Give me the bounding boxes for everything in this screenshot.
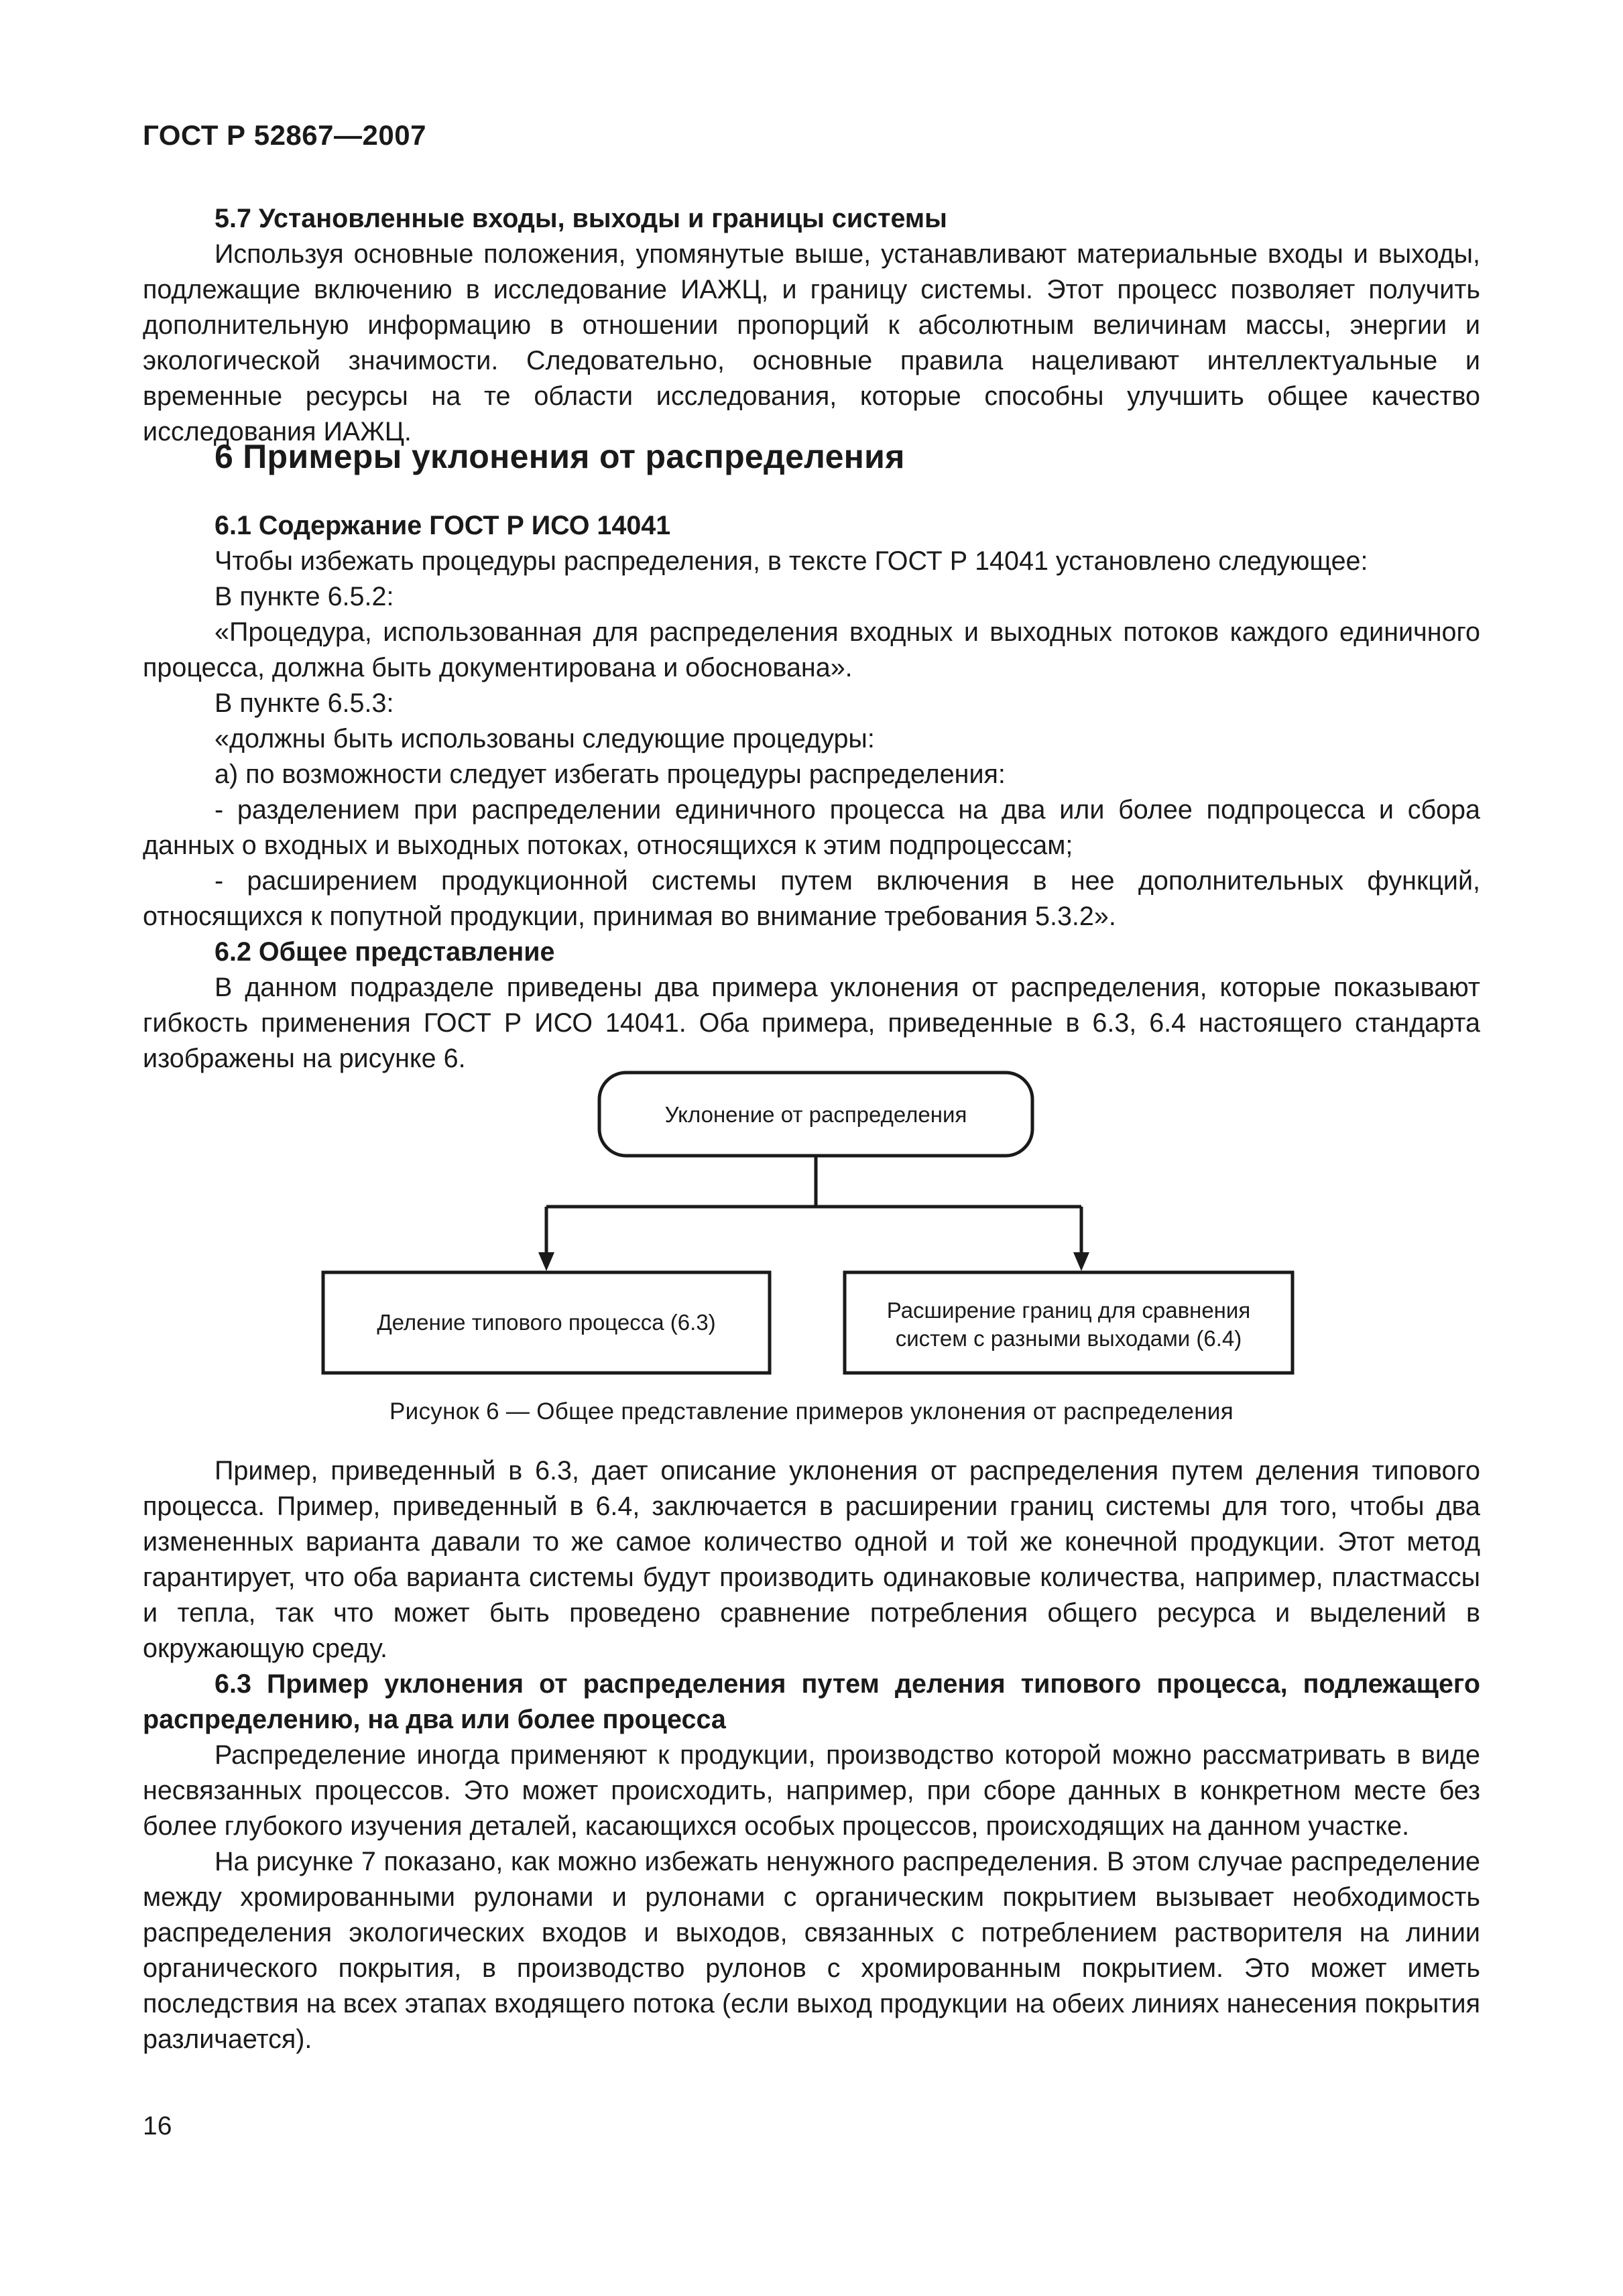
section-6-2-paragraph: В данном подразделе приведены два примера уклонения от распределения, которые показывают гибкость применения ГОСТ Р ИСО 14041. Оба примера, приведенные в 6.3, 6.4 настоящего стандарта изображены на рисунке 6. <box>143 973 1480 1073</box>
arrow-right <box>1073 1252 1089 1271</box>
section-6-1-line: «Процедура, использованная для распределения входных и выходных потоков каждого единичного процесса, должна быть документирована и обоснована». <box>143 617 1480 682</box>
right-box-label-line1: Расширение границ для сравнения <box>886 1298 1251 1323</box>
left-box-label: Деление типового процесса (6.3) <box>377 1310 716 1335</box>
figure-6-caption: Рисунок 6 — Общее представление примеров уклонения от распределения <box>389 1398 1234 1425</box>
section-6-1-line: Чтобы избежать процедуры распределения, в тексте ГОСТ Р 14041 установлено следующее: <box>215 546 1368 576</box>
section-6-1-line: В пункте 6.5.3: <box>215 688 394 718</box>
right-box <box>845 1272 1293 1373</box>
right-box-label-line2: систем с разными выходами (6.4) <box>895 1326 1242 1351</box>
figure-6-diagram <box>315 1066 1334 1394</box>
section-5-7 <box>143 201 1480 450</box>
section-6-3-paragraph-2: На рисунке 7 показано, как можно избежать ненужного распределения. В этом случае распределение между хромированными рулонами и рулонами с органическим покрытием вызывает необходимость распределения экологических входов и выходов, связанных с потреблением растворителя на линии органического покрытия, в производство рулонов с хромированным покрытием. Это может иметь последствия на всех этапах входящего потока (если выход продукции на обеих линиях нанесения покрытия различается). <box>143 1847 1480 2054</box>
section-6-1-line: - расширением продукционной системы путем включения в нее дополнительных функций, относящихся к попутной продукции, принимая во внимание требования 5.3.2». <box>143 866 1480 931</box>
section-6-1-line: а) по возможности следует избегать процедуры распределения: <box>215 760 1006 789</box>
arrow-left <box>538 1252 554 1271</box>
page-number: 16 <box>143 2112 172 2140</box>
section-6-1-line: В пункте 6.5.2: <box>215 582 394 611</box>
section-6-3-title: 6.3 Пример уклонения от распределения путем деления типового процесса, подлежащего распределению, на два или более процесса <box>143 1669 1480 1734</box>
section-5-7-paragraph: Используя основные положения, упомянутые выше, устанавливают материальные входы и выходы, подлежащие включению в исследование ИАЖЦ, и границу системы. Этот процесс позволяет получить дополнительную информацию в отношении пропорций к абсолютным величинам массы, энергии и экологической значимости. Следовательно, основные правила нацеливают интеллектуальные и временные ресурсы на те области исследования, которые способны улучшить общее качество исследования ИАЖЦ. <box>143 239 1480 446</box>
section-6-1-title: 6.1 Содержание ГОСТ Р ИСО 14041 <box>215 511 671 540</box>
section-6-3-paragraph-1: Распределение иногда применяют к продукции, производство которой можно рассматривать в виде несвязанных процессов. Это может происходить, например, при сборе данных в конкретном месте без более глубокого изучения деталей, касающихся особых процессов, происходящих на данном участке. <box>143 1740 1480 1841</box>
section-6-1-line: «должны быть использованы следующие процедуры: <box>215 724 875 753</box>
section-5-7-title: 5.7 Установленные входы, выходы и границы системы <box>215 204 947 233</box>
section-after-figure <box>143 1453 1480 2057</box>
after-figure-paragraph: Пример, приведенный в 6.3, дает описание уклонения от распределения путем деления типового процесса. Пример, приведенный в 6.4, заключается в расширении границ системы для того, чтобы два измененных варианта давали то же самое количество одной и той же конечной продукции. Этот метод гарантирует, что оба варианта системы будут производить одинаковые количества, например, пластмассы и тепла, так что может быть проведено сравнение потребления общего ресурса и выделений в окружающую среду. <box>143 1456 1480 1663</box>
document-header: ГОСТ Р 52867—2007 <box>143 119 426 151</box>
section-6-title: 6 Примеры уклонения от распределения <box>215 438 905 475</box>
top-box-label: Уклонение от распределения <box>664 1102 967 1127</box>
section-6-2-title: 6.2 Общее представление <box>215 937 555 967</box>
section-6-1 <box>143 508 1480 1077</box>
section-6-1-line: - разделением при распределении единичного процесса на два или более подпроцесса и сбора данных о входных и выходных потоках, относящихся к этим подпроцессам; <box>143 795 1480 860</box>
